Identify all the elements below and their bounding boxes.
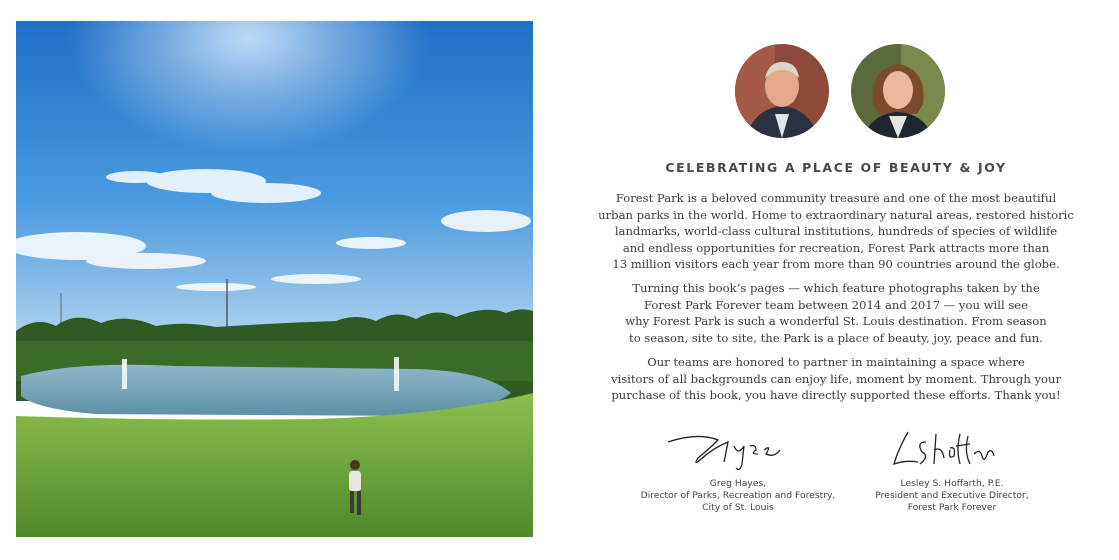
thanks-paragraph: Our teams are honored to partner in maintaining a space where visitors of all backgrounds can enjoy life, moment by moment. Through your purchase of this book, you have directly supported these efforts. Thank you!: [610, 355, 1062, 403]
signer-org: Forest Park Forever: [907, 502, 997, 514]
signer-org: City of St. Louis: [702, 502, 774, 514]
park-photo: [16, 21, 533, 537]
signer-name: Greg Hayes,: [709, 478, 767, 489]
book-paragraph: Turning this book’s pages — which feature photographs taken by the Forest Park Forever team between 2014 and 2017 — you will see why Forest Park is such a wonderful St. Louis destination. From season to season, site to site, the Park is a place of beauty, joy, peace and fun.: [625, 281, 1047, 345]
signer-name: Lesley S. Hoffarth, P.E.: [900, 478, 1004, 489]
signature-greg-hayes: [638, 420, 838, 475]
intro-paragraph: Forest Park is a beloved community treasure and one of the most beautiful urban parks in the world. Home to extraordinary natural areas, restored historic landmarks, world-class cultural institutions, hundreds of species of wildlife and endless opportunities for recreation, Forest Park attracts more than 13 million visitors each year from more than 90 countries around the globe.: [598, 191, 1074, 272]
page-heading: CELEBRATING A PLACE OF BEAUTY & JOY: [665, 160, 1007, 175]
signer-caption-greg: [620, 478, 856, 515]
signer-title: President and Executive Director,: [875, 490, 1029, 502]
portrait-greg-hayes: [735, 44, 829, 138]
signer-caption-lesley: [834, 478, 1070, 515]
intro-text-panel: [598, 0, 1074, 560]
portrait-lesley-hoffarth: [851, 44, 945, 138]
signature-lesley-hoffarth: [846, 420, 1046, 475]
park-landscape-image: [16, 21, 533, 537]
signer-title: Director of Parks, Recreation and Forestry,: [640, 490, 836, 502]
